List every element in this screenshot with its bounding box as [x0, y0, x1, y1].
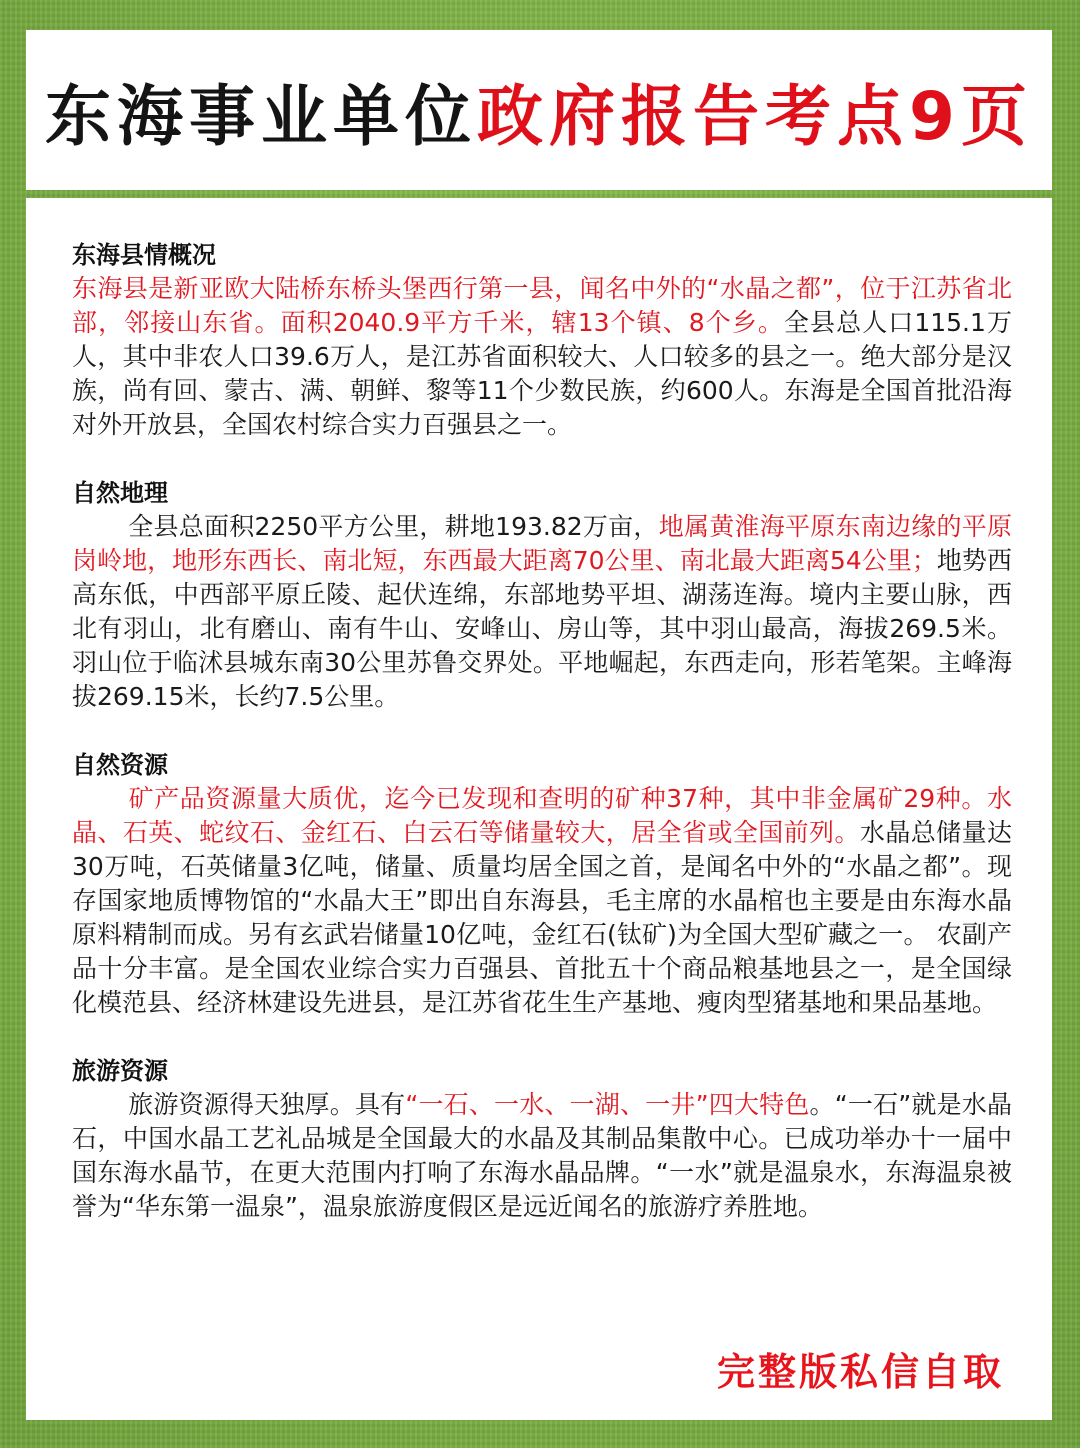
highlight-text: 地属黄淮海平原东南边缘的平原岗岭地，地形东西长、南北短，东西最大距离70公里、南北最大距离54公里； — [72, 512, 1012, 575]
section-heading: 东海县情概况 — [72, 241, 216, 269]
title-part-red: 政府报告考点9页 — [477, 77, 1033, 155]
section-heading: 自然地理 — [72, 479, 168, 507]
body-text: 地势西高东低，中西部平原丘陵、起伏连绵，东部地势平坦、湖荡连海。境内主要山脉，西北有羽山，北有磨山、南有牛山、安峰山、房山等，其中羽山最高，海拔269.5米。羽山位于临沭县城东南30公里苏鲁交界处。平地崛起，东西走向，形若笔架。主峰海拔269.15米，长约7.5公里。 — [72, 546, 1012, 711]
body-text: 全县总人口115.1万人，其中非农人口39.6万人，是江苏省面积较大、人口较多的县之一。绝大部分是汉族，尚有回、蒙古、满、朝鲜、黎等11个少数民族，约600人。东海是全国首批沿海对外开放县，全国农村综合实力百强县之一。 — [72, 308, 1012, 439]
body-text: 旅游资源得天独厚。具有 — [128, 1090, 406, 1119]
section-tourism — [72, 1054, 1012, 1224]
section-heading: 旅游资源 — [72, 1057, 168, 1085]
section-geography — [72, 476, 1012, 714]
section-body — [72, 782, 1012, 1020]
highlight-text: 东海县是新亚欧大陆桥东桥头堡西行第一县，闻名中外的“水晶之都”，位于江苏省北部，邻接山东省。面积2040.9平方千米，辖13个镇、8个乡。 — [72, 274, 1012, 337]
section-body — [72, 272, 1012, 442]
title-part-black: 东海事业单位 — [45, 77, 478, 155]
section-resources — [72, 748, 1012, 1020]
body-text: 全县总面积2250平方公里，耕地193.82万亩， — [128, 512, 659, 541]
section-heading: 自然资源 — [72, 751, 168, 779]
section-body — [72, 1088, 1012, 1224]
content-card — [26, 198, 1052, 1420]
footer-callout: 完整版私信自取 — [716, 1349, 1004, 1394]
highlight-text: “一石、一水、一湖、一井”四大特色 — [405, 1090, 810, 1119]
page-title — [45, 63, 1033, 158]
title-banner — [26, 30, 1052, 190]
section-body — [72, 510, 1012, 714]
highlight-text: 矿产品资源量大质优，迄今已发现和查明的矿种37种，其中非金属矿29种。水晶、石英、蛇纹石、金红石、白云石等储量较大，居全省或全国前列。 — [72, 784, 1012, 847]
body-text: 。“一石”就是水晶石，中国水晶工艺礼品城是全国最大的水晶及其制品集散中心。已成功举办十一届中国东海水晶节，在更大范围内打响了东海水晶品牌。“一水”就是温泉水，东海温泉被誉为“华东第一温泉”，温泉旅游度假区是远近闻名的旅游疗养胜地。 — [72, 1090, 1012, 1221]
body-text: 水晶总储量达30万吨，石英储量3亿吨，储量、质量均居全国之首，是闻名中外的“水晶之都”。现存国家地质博物馆的“水晶大王”即出自东海县，毛主席的水晶棺也主要是由东海水晶原料精制而成。另有玄武岩储量10亿吨，金红石(钛矿)为全国大型矿藏之一。 农副产品十分丰富。是全国农业综合实力百强县、首批五十个商品粮基地县之一，是全国绿化模范县、经济林建设先进县，是江苏省花生生产基地、瘦肉型猪基地和果品基地。 — [72, 818, 1012, 1017]
section-overview — [72, 238, 1012, 442]
